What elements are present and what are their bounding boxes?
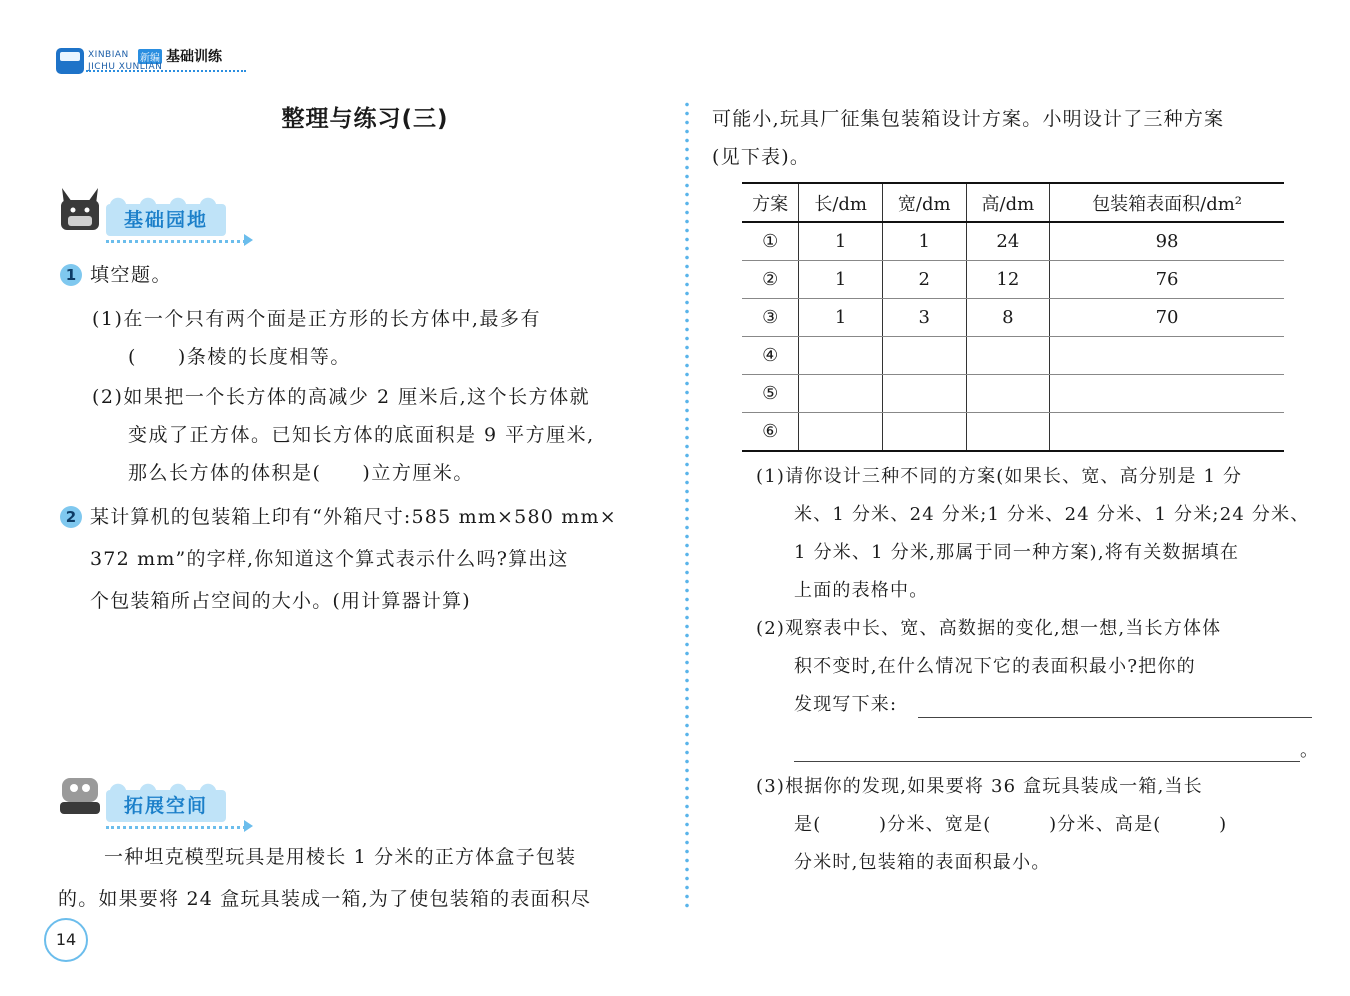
extension-line4: (见下表)。 <box>712 146 811 168</box>
section-header-extend <box>58 772 258 822</box>
table-cell: 70 <box>1050 299 1284 337</box>
sub3-line3: 分米时,包装箱的表面积最小。 <box>794 852 1051 873</box>
logo-pinyin-1: XINBIAN <box>88 50 129 60</box>
page-title: 整理与练习(三) <box>281 106 449 132</box>
table-blank-cell[interactable] <box>882 413 966 452</box>
table-header-cell: 宽/dm <box>882 183 966 222</box>
table-row <box>742 413 1284 452</box>
table-header-cell: 方案 <box>742 183 799 222</box>
table-cell: 2 <box>882 261 966 299</box>
table-cell: ⑤ <box>742 375 799 413</box>
mascot-icon <box>58 186 102 232</box>
q1-part1-line2: ( )条棱的长度相等。 <box>128 346 351 368</box>
q1-part2-line2: 变成了正方体。已知长方体的底面积是 9 平方厘米, <box>128 424 595 446</box>
logo-arrow <box>86 70 246 76</box>
table-header-row <box>742 183 1284 222</box>
sub3-line2: 是( )分米、宽是( )分米、高是( ) <box>794 814 1228 835</box>
logo-pinyin-2: JICHU XUNLIAN <box>88 62 163 72</box>
q1-part1-line1: (1)在一个只有两个面是正方形的长方体中,最多有 <box>92 308 541 330</box>
table-row <box>742 375 1284 413</box>
question-number-2: 2 <box>60 506 82 528</box>
table-cell: 1 <box>799 222 883 261</box>
logo-tag: 新编 <box>138 49 162 64</box>
sub1-line2: 米、1 分米、24 分米;1 分米、24 分米、1 分米;24 分米、 <box>794 504 1310 525</box>
table-header-cell: 高/dm <box>966 183 1050 222</box>
table-cell: ⑥ <box>742 413 799 452</box>
table-cell: ④ <box>742 337 799 375</box>
table-blank-cell[interactable] <box>1050 413 1284 452</box>
table-cell: 3 <box>882 299 966 337</box>
sub2-line1: (2)观察表中长、宽、高数据的变化,想一想,当长方体体 <box>756 618 1222 639</box>
q2-line2: 372 mm”的字样,你知道这个算式表示什么吗?算出这 <box>90 548 569 570</box>
section-title-basic: 基础园地 <box>106 204 226 236</box>
table-blank-cell[interactable] <box>799 413 883 452</box>
sub3-line1: (3)根据你的发现,如果要将 36 盒玩具装成一箱,当长 <box>756 776 1203 797</box>
page-divider <box>684 100 690 910</box>
page-number: 14 <box>44 918 88 962</box>
table-cell: 1 <box>799 261 883 299</box>
table-blank-cell[interactable] <box>1050 337 1284 375</box>
sub2-period: 。 <box>1300 740 1320 761</box>
table-blank-cell[interactable] <box>1050 375 1284 413</box>
table-row <box>742 222 1284 261</box>
table-cell: 1 <box>882 222 966 261</box>
table-blank-cell[interactable] <box>882 375 966 413</box>
table-cell: 1 <box>799 299 883 337</box>
table-blank-cell[interactable] <box>882 337 966 375</box>
table-blank-cell[interactable] <box>799 337 883 375</box>
table-header-cell: 长/dm <box>799 183 883 222</box>
table-cell: ② <box>742 261 799 299</box>
sub1-line1: (1)请你设计三种不同的方案(如果长、宽、高分别是 1 分 <box>756 466 1243 487</box>
q1-part2-line1: (2)如果把一个长方体的高减少 2 厘米后,这个长方体就 <box>92 386 591 408</box>
table-blank-cell[interactable] <box>799 375 883 413</box>
question-number-1: 1 <box>60 264 82 286</box>
table-cell: 12 <box>966 261 1050 299</box>
q1-part2-line3: 那么长方体的体积是( )立方厘米。 <box>128 462 474 484</box>
table-header-cell: 包装箱表面积/dm² <box>1050 183 1284 222</box>
table-cell: 8 <box>966 299 1050 337</box>
sub2-line2: 积不变时,在什么情况下它的表面积最小?把你的 <box>794 656 1196 677</box>
section-title-extend: 拓展空间 <box>106 790 226 822</box>
q2-line3: 个包装箱所占空间的大小。(用计算器计算) <box>90 590 471 612</box>
table-row <box>742 337 1284 375</box>
sub1-line4: 上面的表格中。 <box>794 580 929 601</box>
extension-line1: 一种坦克模型玩具是用棱长 1 分米的正方体盒子包装 <box>104 846 577 868</box>
answer-line[interactable] <box>918 716 1312 718</box>
table-cell: ① <box>742 222 799 261</box>
series-logo <box>56 44 256 78</box>
q2-line1: 某计算机的包装箱上印有“外箱尺寸:585 mm×580 mm× <box>90 506 617 528</box>
logo-series-name: 基础训练 <box>166 49 222 65</box>
table-row <box>742 261 1284 299</box>
bus-icon <box>56 48 84 74</box>
table-cell: 98 <box>1050 222 1284 261</box>
mascot-icon <box>58 772 102 818</box>
section-header-basic <box>58 186 258 236</box>
table-blank-cell[interactable] <box>966 413 1050 452</box>
plan-table <box>742 182 1284 452</box>
table-row <box>742 299 1284 337</box>
table-cell: ③ <box>742 299 799 337</box>
table-cell: 24 <box>966 222 1050 261</box>
extension-line3: 可能小,玩具厂征集包装箱设计方案。小明设计了三种方案 <box>712 108 1225 130</box>
table-cell: 76 <box>1050 261 1284 299</box>
table-blank-cell[interactable] <box>966 375 1050 413</box>
extension-line2: 的。如果要将 24 盒玩具装成一箱,为了使包装箱的表面积尽 <box>58 888 592 910</box>
table-blank-cell[interactable] <box>966 337 1050 375</box>
q1-stem: 填空题。 <box>90 264 173 286</box>
sub1-line3: 1 分米、1 分米,那属于同一种方案),将有关数据填在 <box>794 542 1240 563</box>
sub2-line3: 发现写下来: <box>794 694 898 715</box>
answer-line[interactable] <box>794 760 1300 762</box>
